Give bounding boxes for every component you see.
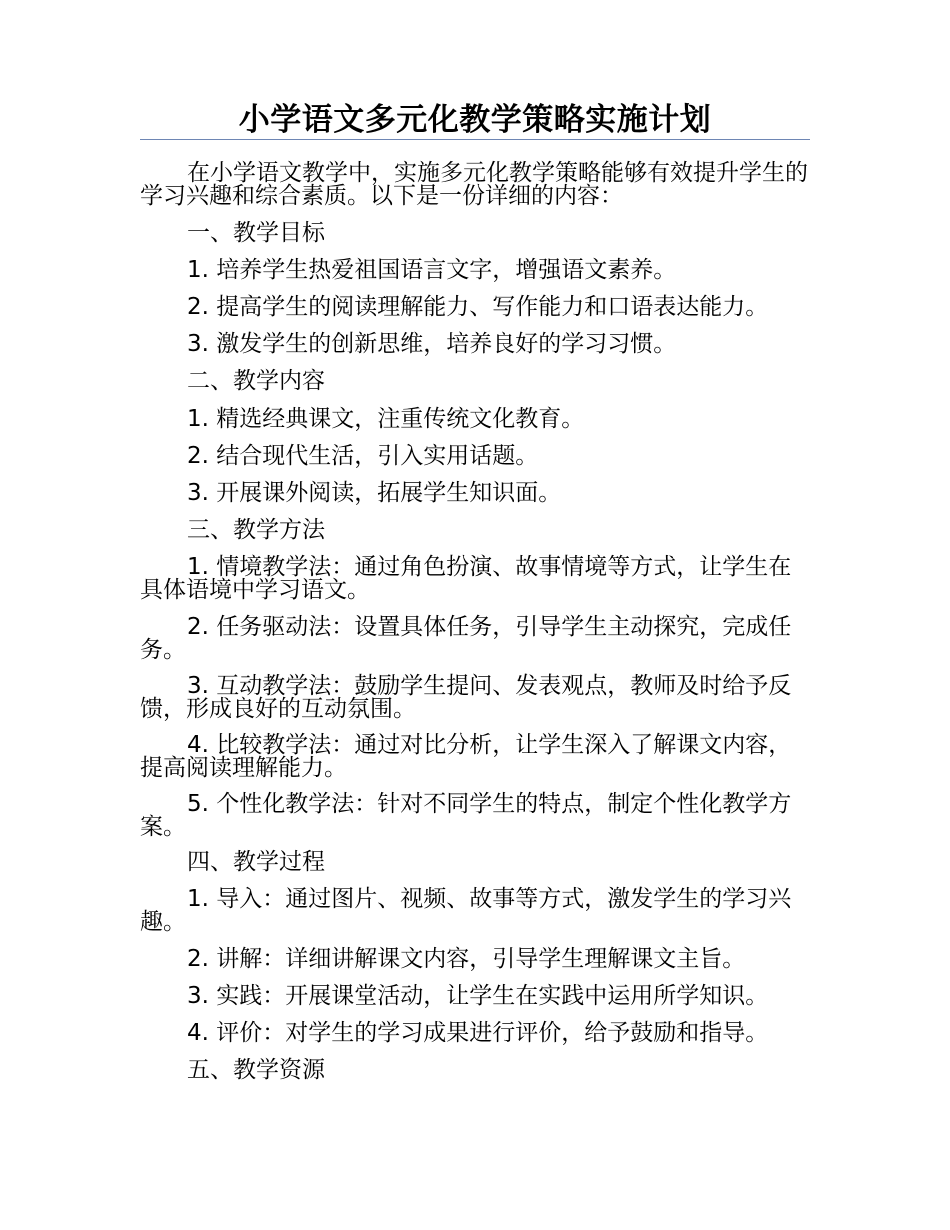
content-item-1: 1. 精选经典课文，注重传统文化教育。 [187, 406, 585, 432]
process-item-1: 1. 导入：通过图片、视频、故事等方式，激发学生的学习兴趣。 [140, 886, 792, 935]
content-item-2: 2. 结合现代生活，引入实用话题。 [187, 443, 539, 469]
method-item-2: 2. 任务驱动法：设置具体任务，引导学生主动探究，完成任务。 [140, 614, 792, 663]
document-title: 小学语文多元化教学策略实施计划 [238, 102, 712, 138]
section-heading-resources: 五、教学资源 [187, 1057, 325, 1083]
section-heading-goals: 一、教学目标 [187, 220, 325, 246]
goal-item-3: 3. 激发学生的创新思维，培养良好的学习习惯。 [187, 331, 677, 357]
title-underline [140, 139, 810, 140]
goal-item-2: 2. 提高学生的阅读理解能力、写作能力和口语表达能力。 [187, 294, 769, 320]
process-item-4: 4. 评价：对学生的学习成果进行评价，给予鼓励和指导。 [187, 1020, 769, 1046]
method-item-3: 3. 互动教学法：鼓励学生提问、发表观点，教师及时给予反馈，形成良好的互动氛围。 [140, 673, 792, 722]
goal-item-1: 1. 培养学生热爱祖国语言文字，增强语文素养。 [187, 257, 677, 283]
method-item-5: 5. 个性化教学法：针对不同学生的特点，制定个性化教学方案。 [140, 791, 792, 840]
process-item-3: 3. 实践：开展课堂活动，让学生在实践中运用所学知识。 [187, 983, 769, 1009]
method-item-1: 1. 情境教学法：通过角色扮演、故事情境等方式，让学生在具体语境中学习语文。 [140, 554, 792, 603]
content-item-3: 3. 开展课外阅读，拓展学生知识面。 [187, 480, 562, 506]
intro-paragraph: 在小学语文教学中，实施多元化教学策略能够有效提升学生的学习兴趣和综合素质。以下是一份详细的内容： [140, 160, 808, 209]
process-item-2: 2. 讲解：详细讲解课文内容，引导学生理解课文主旨。 [187, 946, 746, 972]
method-item-4: 4. 比较教学法：通过对比分析，让学生深入了解课文内容，提高阅读理解能力。 [140, 732, 792, 781]
section-heading-content: 二、教学内容 [187, 368, 325, 394]
section-heading-methods: 三、教学方法 [187, 517, 325, 543]
section-heading-process: 四、教学过程 [187, 849, 325, 875]
